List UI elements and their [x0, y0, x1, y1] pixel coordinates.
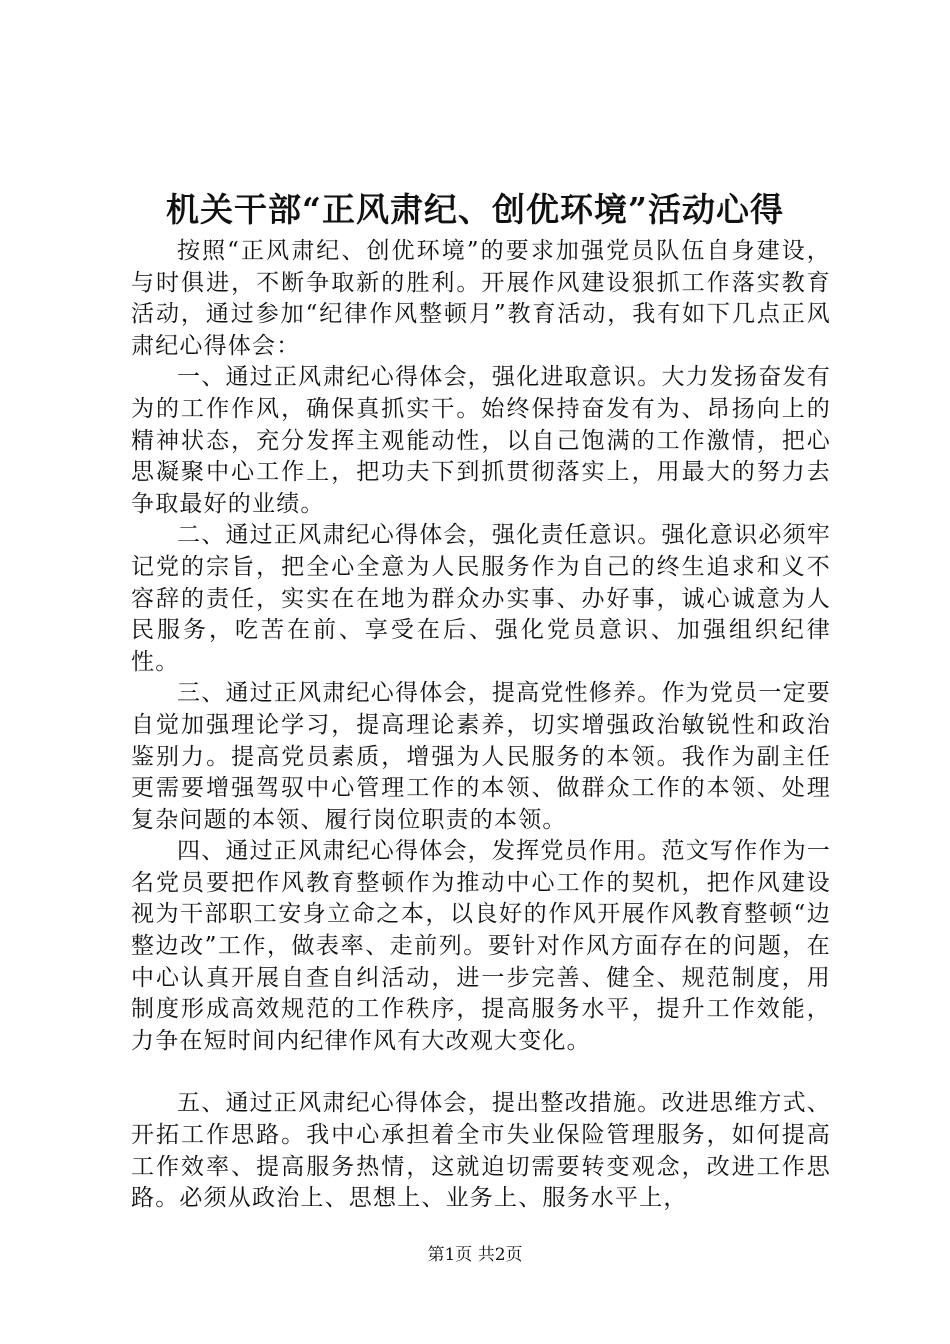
paragraph-intro: 按照“正风肃纪、创优环境”的要求加强党员队伍自身建设，与时俱进，不断争取新的胜利。开展作风建设狠抓工作落实教育活动，通过参加“纪律作风整顿月”教育活动，我有如下几点正风肃纪心得体会：	[131, 238, 831, 359]
paragraph-point-4: 四、通过正风肃纪心得体会，发挥党员作用。范文写作作为一名党员要把作风教育整顿作为推动中心工作的契机，把作风建设视为干部职工安身立命之本，以良好的作风开展作风教育整顿“边整边改”工作，做表率、走前列。要针对作风方面存在的问题，在中心认真开展自查自纠活动，进一步完善、健全、规范制度，用制度形成高效规范的工作秩序，提高服务水平，提升工作效能，力争在短时间内纪律作风有大改观大变化。	[131, 838, 831, 1054]
document-title: 机关干部“正风肃纪、创优环境”活动心得	[166, 190, 784, 229]
paragraph-point-1: 一、通过正风肃纪心得体会，强化进取意识。大力发扬奋发有为的工作作风，确保真抓实干。始终保持奋发有为、昂扬向上的精神状态，充分发挥主观能动性，以自己饱满的工作激情，把心思凝聚中心工作上，把功夫下到抓贯彻落实上，用最大的努力去争取最好的业绩。	[131, 364, 831, 517]
document-body	[131, 236, 831, 1215]
paragraph-point-3: 三、通过正风肃纪心得体会，提高党性修养。作为党员一定要自觉加强理论学习，提高理论素养，切实增强政治敏锐性和政治鉴别力。提高党员素质，增强为人民服务的本领。我作为副主任更需要增强驾驭中心管理工作的本领、做群众工作的本领、处理复杂问题的本领、履行岗位职责的本领。	[131, 680, 831, 833]
paragraph-point-5: 五、通过正风肃纪心得体会，提出整改措施。改进思维方式、开拓工作思路。我中心承担着全市失业保险管理服务，如何提高工作效率、提高服务热情，这就迫切需要转变观念，改进工作思路。必须从政治上、思想上、业务上、服务水平上，	[131, 1090, 831, 1212]
page-footer: 第1页 共2页	[427, 1245, 523, 1265]
paragraph-point-2: 二、通过正风肃纪心得体会，强化责任意识。强化意识必须牢记党的宗旨，把全心全意为人民服务作为自己的终生追求和义不容辞的责任，实实在在地为群众办实事、办好事，诚心诚意为人民服务，吃苦在前、享受在后、强化党员意识、加强组织纪律性。	[131, 522, 831, 675]
